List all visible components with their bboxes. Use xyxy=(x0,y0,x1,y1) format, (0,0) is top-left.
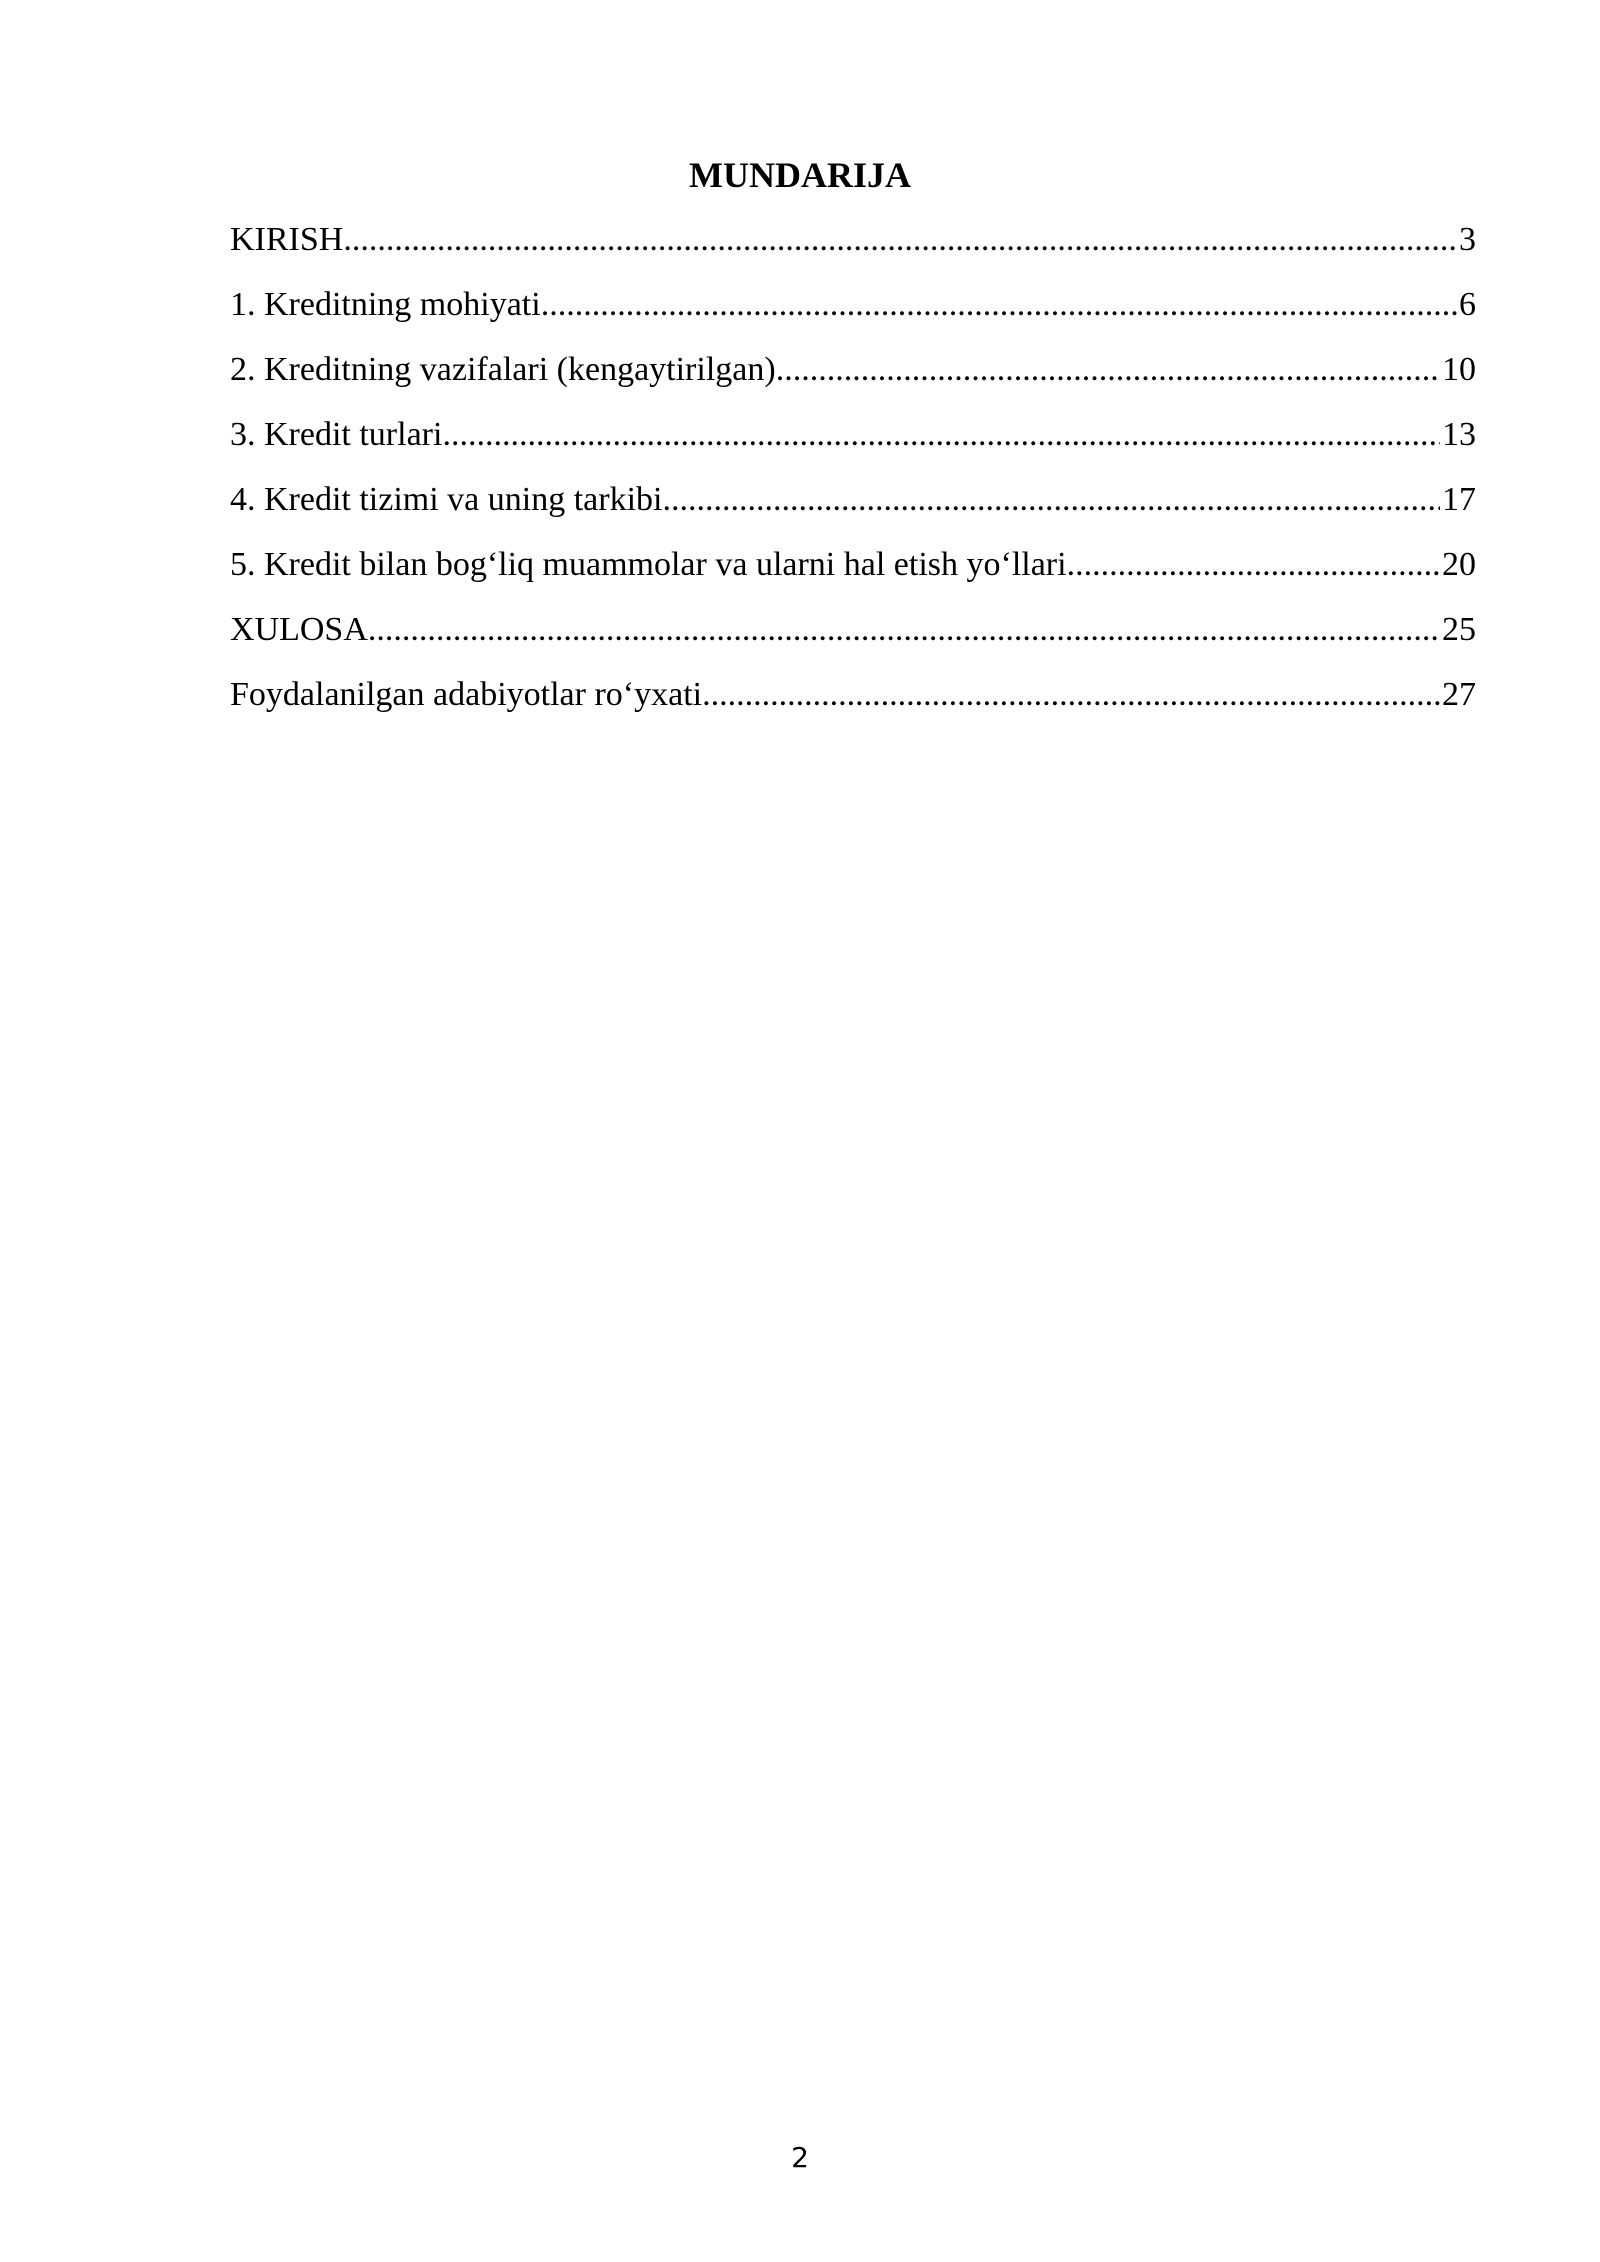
toc-entry-chapter-1[interactable] xyxy=(230,280,1476,345)
toc-entry-label: KIRISH xyxy=(230,221,344,258)
toc-entry-label: XULOSA xyxy=(230,611,368,648)
page-title: MUNDARIJA xyxy=(689,155,911,195)
table-of-contents xyxy=(230,215,1476,735)
toc-entry-references[interactable] xyxy=(230,670,1476,735)
toc-dot-leader xyxy=(343,215,1457,265)
toc-dot-leader xyxy=(1067,540,1440,590)
toc-entry-chapter-3[interactable] xyxy=(230,410,1476,475)
toc-entry-label: Foydalanilgan adabiyotlar ro‘yxati xyxy=(230,676,703,713)
toc-entry-page: 13 xyxy=(1442,416,1476,453)
toc-entry-page: 3 xyxy=(1459,221,1476,258)
page-number: 2 xyxy=(791,2141,809,2174)
toc-dot-leader xyxy=(702,670,1440,720)
toc-entry-label: 3. Kredit turlari xyxy=(230,416,443,453)
toc-entry-page: 17 xyxy=(1442,481,1476,518)
toc-entry-chapter-2[interactable] xyxy=(230,345,1476,410)
toc-dot-leader xyxy=(442,410,1440,460)
toc-entry-label: 4. Kredit tizimi va uning tarkibi xyxy=(230,481,663,518)
toc-entry-label: 2. Kreditning vazifalari (kengaytirilgan) xyxy=(230,351,776,388)
toc-entry-page: 27 xyxy=(1442,676,1476,713)
toc-entry-page: 6 xyxy=(1459,286,1476,323)
toc-dot-leader xyxy=(368,605,1440,655)
toc-dot-leader xyxy=(776,345,1440,395)
toc-entry-introduction[interactable] xyxy=(230,215,1476,280)
toc-entry-label: 1. Kreditning mohiyati xyxy=(230,286,541,323)
toc-entry-page: 25 xyxy=(1442,611,1476,648)
toc-entry-conclusion[interactable] xyxy=(230,605,1476,670)
toc-dot-leader xyxy=(541,280,1457,330)
toc-entry-chapter-5[interactable] xyxy=(230,540,1476,605)
toc-entry-page: 20 xyxy=(1442,546,1476,583)
toc-dot-leader xyxy=(662,475,1440,525)
toc-entry-page: 10 xyxy=(1442,351,1476,388)
toc-entry-label: 5. Kredit bilan bog‘liq muammolar va ularni hal etish yo‘llari xyxy=(230,546,1067,583)
toc-entry-chapter-4[interactable] xyxy=(230,475,1476,540)
